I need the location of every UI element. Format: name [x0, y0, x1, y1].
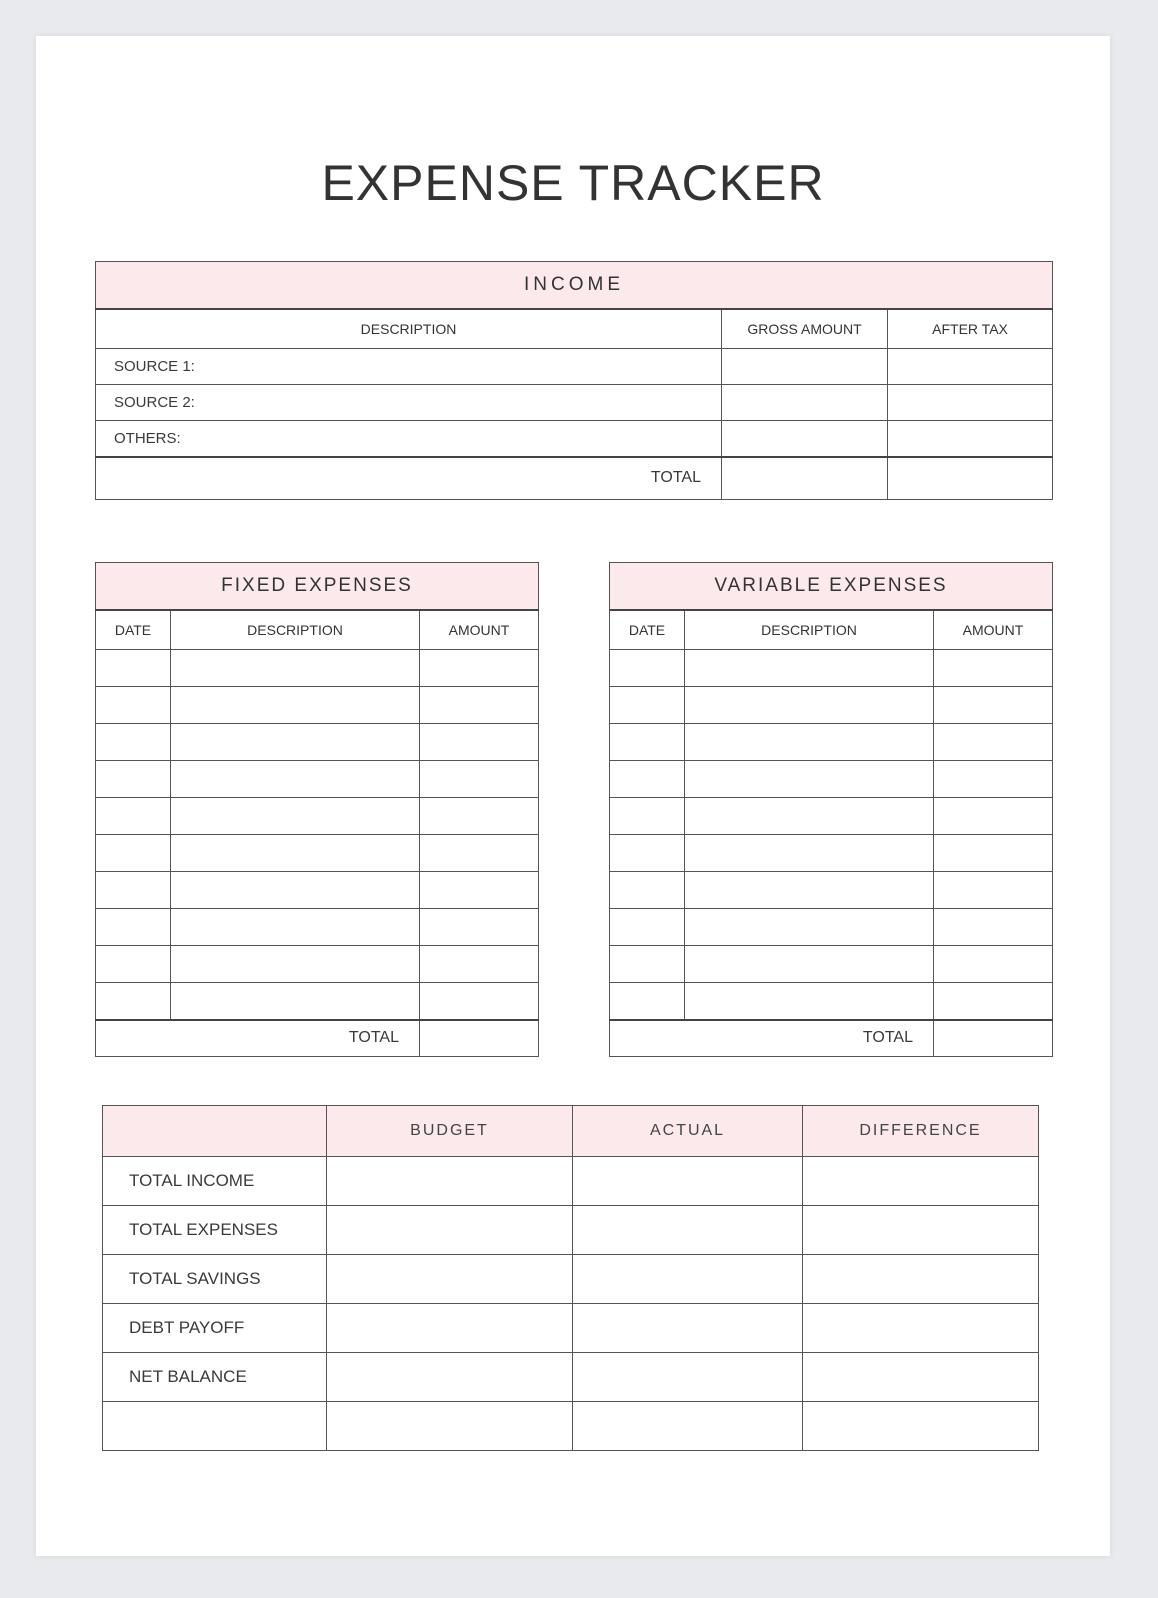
summary-actual-cell[interactable] — [573, 1157, 803, 1206]
fixed-total-label: TOTAL — [96, 1020, 420, 1057]
variable-description-cell[interactable] — [685, 835, 934, 872]
table-row — [103, 1353, 1039, 1402]
table-row — [96, 385, 1053, 421]
variable-amount-cell[interactable] — [934, 946, 1053, 983]
table-row — [96, 946, 539, 983]
income-source-2-aftertax-cell[interactable] — [888, 385, 1053, 421]
variable-col-amount: AMOUNT — [934, 610, 1053, 650]
fixed-description-cell[interactable] — [171, 909, 420, 946]
income-col-description: DESCRIPTION — [96, 309, 722, 349]
summary-row-label — [103, 1402, 327, 1451]
variable-amount-cell[interactable] — [934, 872, 1053, 909]
table-row — [96, 724, 539, 761]
fixed-amount-cell[interactable] — [420, 909, 539, 946]
fixed-amount-cell[interactable] — [420, 946, 539, 983]
summary-col-actual: ACTUAL — [573, 1106, 803, 1157]
variable-date-cell[interactable] — [610, 798, 685, 835]
table-row — [610, 983, 1053, 1020]
summary-row-label: DEBT PAYOFF — [103, 1304, 327, 1353]
variable-description-cell[interactable] — [685, 687, 934, 724]
fixed-amount-cell[interactable] — [420, 687, 539, 724]
summary-actual-cell[interactable] — [573, 1206, 803, 1255]
summary-actual-cell[interactable] — [573, 1304, 803, 1353]
table-row — [610, 835, 1053, 872]
income-table — [95, 261, 1053, 500]
income-total-gross-cell[interactable] — [722, 457, 888, 500]
table-row — [610, 724, 1053, 761]
fixed-amount-cell[interactable] — [420, 835, 539, 872]
table-row — [610, 650, 1053, 687]
table-row — [103, 1157, 1039, 1206]
fixed-total-row — [96, 1020, 539, 1057]
table-row — [610, 909, 1053, 946]
summary-difference-cell[interactable] — [803, 1304, 1039, 1353]
summary-budget-cell[interactable] — [327, 1206, 573, 1255]
income-others-gross-cell[interactable] — [722, 421, 888, 457]
summary-row-label: NET BALANCE — [103, 1353, 327, 1402]
summary-row-label: TOTAL INCOME — [103, 1157, 327, 1206]
summary-corner-cell — [103, 1106, 327, 1157]
table-row — [96, 349, 1053, 385]
fixed-date-cell[interactable] — [96, 724, 171, 761]
summary-row-label: TOTAL SAVINGS — [103, 1255, 327, 1304]
variable-col-description: DESCRIPTION — [685, 610, 934, 650]
variable-amount-cell[interactable] — [934, 687, 1053, 724]
income-col-gross-amount: GROSS AMOUNT — [722, 309, 888, 349]
fixed-date-cell[interactable] — [96, 946, 171, 983]
fixed-description-cell[interactable] — [171, 872, 420, 909]
fixed-description-cell[interactable] — [171, 983, 420, 1020]
variable-date-cell[interactable] — [610, 909, 685, 946]
variable-description-cell[interactable] — [685, 650, 934, 687]
summary-budget-cell[interactable] — [327, 1157, 573, 1206]
fixed-description-cell[interactable] — [171, 687, 420, 724]
summary-actual-cell[interactable] — [573, 1353, 803, 1402]
fixed-total-amount-cell[interactable] — [420, 1020, 539, 1057]
fixed-expenses-table — [95, 562, 539, 1057]
summary-difference-cell[interactable] — [803, 1157, 1039, 1206]
summary-budget-cell[interactable] — [327, 1304, 573, 1353]
fixed-date-cell[interactable] — [96, 983, 171, 1020]
variable-total-label: TOTAL — [610, 1020, 934, 1057]
income-others-label: OTHERS: — [96, 421, 722, 457]
summary-budget-cell[interactable] — [327, 1353, 573, 1402]
variable-col-date: DATE — [610, 610, 685, 650]
income-source-2-gross-cell[interactable] — [722, 385, 888, 421]
variable-date-cell[interactable] — [610, 983, 685, 1020]
table-row — [610, 687, 1053, 724]
summary-row-label: TOTAL EXPENSES — [103, 1206, 327, 1255]
fixed-date-cell[interactable] — [96, 872, 171, 909]
table-row — [96, 909, 539, 946]
income-others-aftertax-cell[interactable] — [888, 421, 1053, 457]
table-row — [96, 687, 539, 724]
table-row — [96, 650, 539, 687]
variable-amount-cell[interactable] — [934, 761, 1053, 798]
summary-col-budget: BUDGET — [327, 1106, 573, 1157]
fixed-amount-cell[interactable] — [420, 983, 539, 1020]
table-row — [96, 421, 1053, 457]
income-heading: INCOME — [96, 262, 1053, 310]
table-row — [103, 1206, 1039, 1255]
variable-description-cell[interactable] — [685, 946, 934, 983]
table-row — [96, 983, 539, 1020]
variable-description-cell[interactable] — [685, 761, 934, 798]
fixed-date-cell[interactable] — [96, 650, 171, 687]
income-total-aftertax-cell[interactable] — [888, 457, 1053, 500]
variable-date-cell[interactable] — [610, 946, 685, 983]
variable-expenses-heading: VARIABLE EXPENSES — [610, 563, 1053, 611]
fixed-date-cell[interactable] — [96, 761, 171, 798]
variable-date-cell[interactable] — [610, 687, 685, 724]
fixed-description-cell[interactable] — [171, 724, 420, 761]
variable-description-cell[interactable] — [685, 909, 934, 946]
fixed-amount-cell[interactable] — [420, 761, 539, 798]
table-row — [96, 872, 539, 909]
variable-amount-cell[interactable] — [934, 909, 1053, 946]
table-row — [610, 946, 1053, 983]
variable-amount-cell[interactable] — [934, 835, 1053, 872]
summary-table — [102, 1105, 1039, 1451]
fixed-amount-cell[interactable] — [420, 872, 539, 909]
income-source-2-label: SOURCE 2: — [96, 385, 722, 421]
variable-amount-cell[interactable] — [934, 650, 1053, 687]
fixed-amount-cell[interactable] — [420, 798, 539, 835]
variable-description-cell[interactable] — [685, 724, 934, 761]
fixed-description-cell[interactable] — [171, 650, 420, 687]
table-row — [103, 1255, 1039, 1304]
income-source-1-aftertax-cell[interactable] — [888, 349, 1053, 385]
variable-total-amount-cell[interactable] — [934, 1020, 1053, 1057]
summary-col-difference: DIFFERENCE — [803, 1106, 1039, 1157]
fixed-description-cell[interactable] — [171, 946, 420, 983]
summary-difference-cell[interactable] — [803, 1353, 1039, 1402]
variable-amount-cell[interactable] — [934, 798, 1053, 835]
fixed-date-cell[interactable] — [96, 835, 171, 872]
table-row — [96, 835, 539, 872]
variable-date-cell[interactable] — [610, 835, 685, 872]
page-title: EXPENSE TRACKER — [321, 155, 825, 211]
summary-rows — [103, 1157, 1039, 1451]
variable-description-cell[interactable] — [685, 872, 934, 909]
income-total-row — [96, 457, 1053, 500]
fixed-date-cell[interactable] — [96, 798, 171, 835]
variable-expenses-table — [609, 562, 1053, 1057]
variable-date-cell[interactable] — [610, 872, 685, 909]
summary-actual-cell[interactable] — [573, 1402, 803, 1451]
variable-amount-cell[interactable] — [934, 724, 1053, 761]
table-row — [96, 798, 539, 835]
variable-description-cell[interactable] — [685, 798, 934, 835]
fixed-amount-cell[interactable] — [420, 650, 539, 687]
fixed-expenses-heading: FIXED EXPENSES — [96, 563, 539, 611]
summary-budget-cell[interactable] — [327, 1402, 573, 1451]
expense-tracker-sheet — [36, 36, 1110, 1556]
summary-difference-cell[interactable] — [803, 1255, 1039, 1304]
table-row — [103, 1402, 1039, 1451]
income-total-label: TOTAL — [96, 457, 722, 500]
summary-difference-cell[interactable] — [803, 1206, 1039, 1255]
variable-amount-cell[interactable] — [934, 983, 1053, 1020]
income-source-1-label: SOURCE 1: — [96, 349, 722, 385]
summary-difference-cell[interactable] — [803, 1402, 1039, 1451]
fixed-description-cell[interactable] — [171, 798, 420, 835]
variable-date-cell[interactable] — [610, 724, 685, 761]
table-row — [103, 1304, 1039, 1353]
fixed-col-description: DESCRIPTION — [171, 610, 420, 650]
fixed-expenses-rows — [96, 650, 539, 1020]
fixed-description-cell[interactable] — [171, 835, 420, 872]
variable-date-cell[interactable] — [610, 761, 685, 798]
fixed-col-amount: AMOUNT — [420, 610, 539, 650]
summary-budget-cell[interactable] — [327, 1255, 573, 1304]
variable-total-row — [610, 1020, 1053, 1057]
fixed-amount-cell[interactable] — [420, 724, 539, 761]
table-row — [610, 798, 1053, 835]
table-row — [610, 872, 1053, 909]
table-row — [610, 761, 1053, 798]
variable-description-cell[interactable] — [685, 983, 934, 1020]
fixed-date-cell[interactable] — [96, 687, 171, 724]
fixed-description-cell[interactable] — [171, 761, 420, 798]
income-source-1-gross-cell[interactable] — [722, 349, 888, 385]
variable-expenses-rows — [610, 650, 1053, 1020]
fixed-date-cell[interactable] — [96, 909, 171, 946]
table-row — [96, 761, 539, 798]
variable-date-cell[interactable] — [610, 650, 685, 687]
income-col-after-tax: AFTER TAX — [888, 309, 1053, 349]
summary-actual-cell[interactable] — [573, 1255, 803, 1304]
fixed-col-date: DATE — [96, 610, 171, 650]
